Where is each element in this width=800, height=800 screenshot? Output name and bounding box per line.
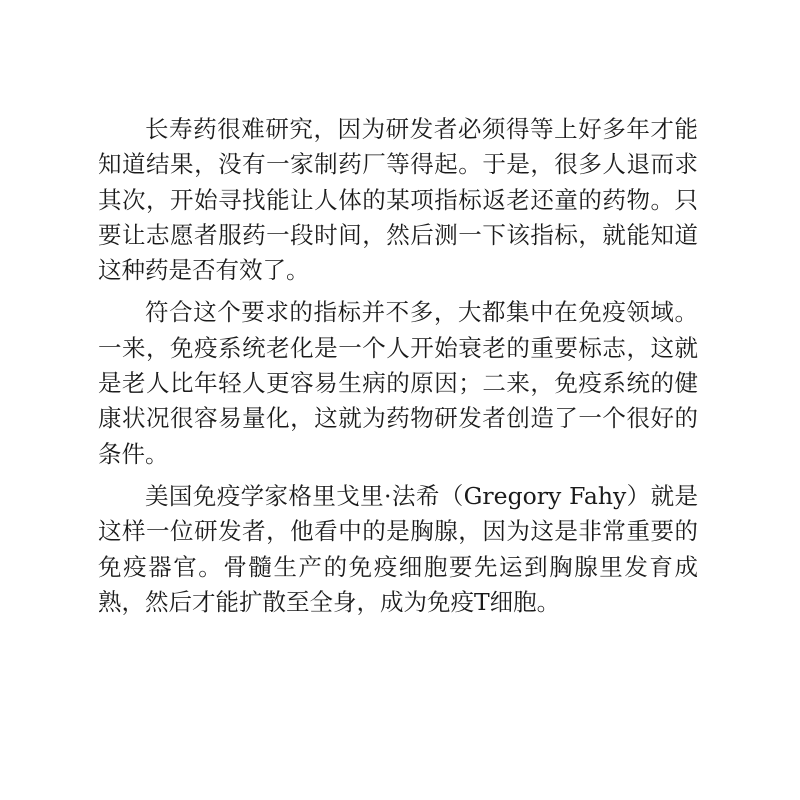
paragraph-2: 符合这个要求的指标并不多，大都集中在免疫领域。一来，免疫系统老化是一个人开始衰老的重要标志，这就是老人比年轻人更容易生病的原因；二来，免疫系统的健康状况很容易量化，这就为药物研发者创造了一个很好的条件。: [98, 298, 698, 468]
paragraph-3: 美国免疫学家格里戈里·法希（Gregory Fahy）就是这样一位研发者，他看中的是胸腺，因为这是非常重要的免疫器官。骨髓生产的免疫细胞要先运到胸腺里发育成熟，然后才能扩散至全身，成为免疫T细胞。: [98, 481, 698, 616]
article-body: [98, 112, 698, 627]
paragraph-1: 长寿药很难研究，因为研发者必须得等上好多年才能知道结果，没有一家制药厂等得起。于是，很多人退而求其次，开始寻找能让人体的某项指标返老还童的药物。只要让志愿者服药一段时间，然后测一下该指标，就能知道这种药是否有效了。: [98, 115, 698, 285]
